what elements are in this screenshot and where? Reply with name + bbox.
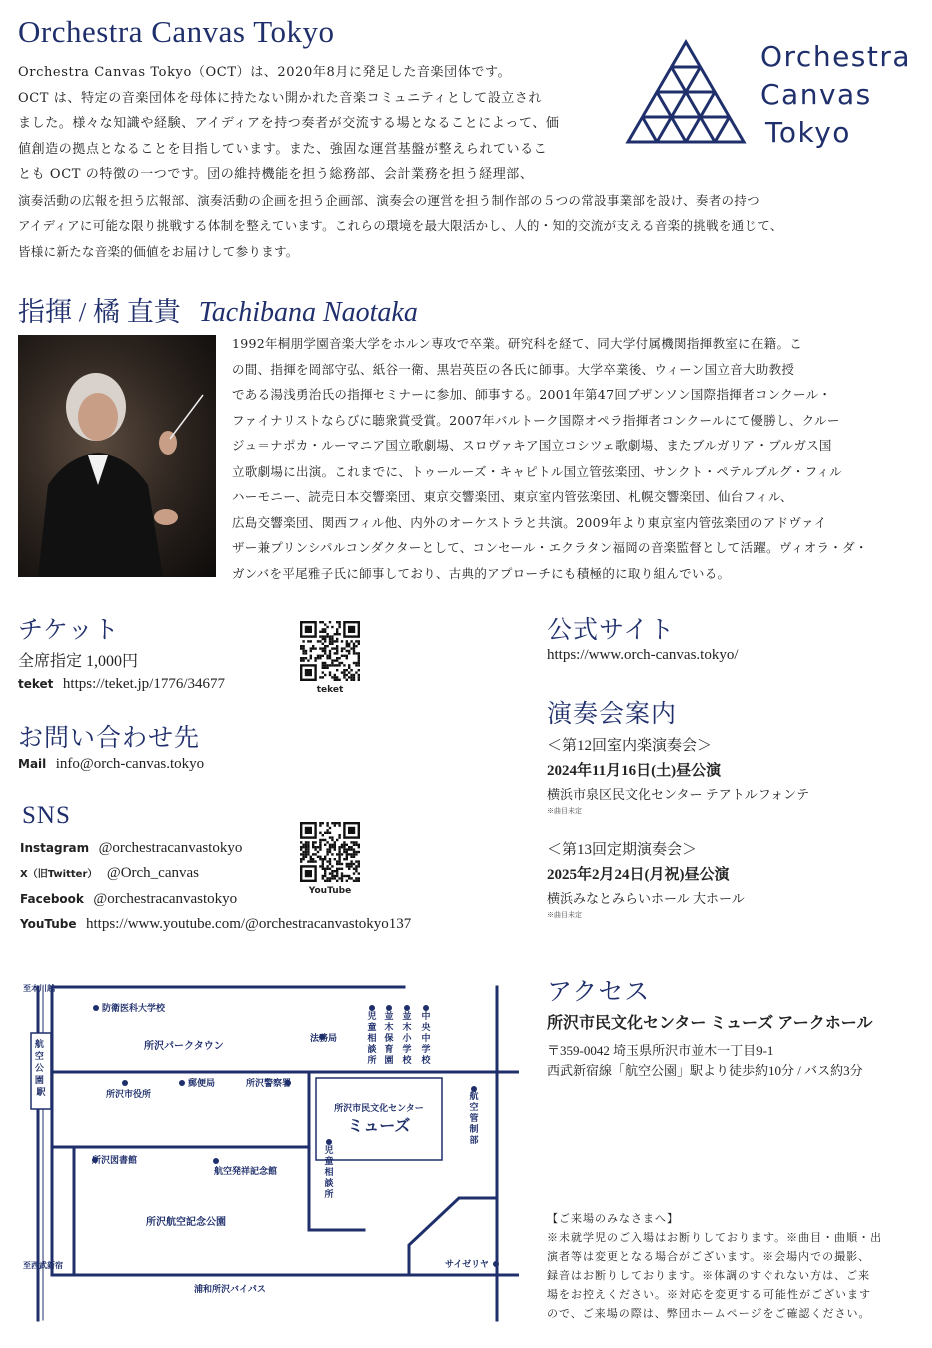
qr-code-icon [300, 822, 360, 882]
map-place-vertical: 並木保育園 [384, 1012, 394, 1066]
map-place: 法務局 [310, 1034, 338, 1044]
map-place: 航空発祥記念館 [214, 1167, 278, 1177]
ticket-teket [18, 676, 225, 693]
station-label: 航 空 公 園 駅 [34, 1040, 46, 1098]
map-place-vertical: 中央中学校 [421, 1012, 431, 1066]
map-place-vertical: 航空管制部 [469, 1092, 479, 1146]
concert-date: 2024年11月16日(土)昼公演 [547, 763, 722, 779]
qr-caption: YouTube [308, 886, 352, 896]
bio-line: の間、指揮を岡部守弘、紙谷一衛、黒岩英臣の各氏に師事。大学卒業後、ウィーン国立音大助教授 [232, 361, 795, 377]
org-title: Orchestra Canvas Tokyo [18, 14, 335, 49]
map-place: 浦和所沢バイパス [194, 1285, 266, 1295]
sns-heading: SNS [22, 802, 71, 829]
contact-heading: お問い合わせ先 [18, 725, 201, 752]
map-place: 所沢市役所 [106, 1090, 152, 1100]
access-transit: 西武新宿線「航空公園」駅より徒歩約10分 / バス約3分 [547, 1063, 863, 1078]
teket-link[interactable]: https://teket.jp/1776/34677 [62, 676, 225, 692]
teket-label: teket [18, 677, 54, 691]
intro-line: アイディアに可能な限り挑戦する体制を整えています。これらの環境を最大限活かし、人的・知的交流が支える音楽的挑戦を通じて、 [18, 218, 783, 233]
concerts-heading: 演奏会案内 [547, 701, 678, 728]
conductor-photo [18, 335, 216, 577]
intro-line: 皆様に新たな音楽的価値をお届けして参ります。 [18, 243, 299, 259]
intro-line: ました。様々な知識や経験、アイディアを持つ奏者が交流する場となることによって、価 [18, 116, 560, 131]
mail-label: Mail [18, 757, 47, 771]
bio-line: ザー兼プリンシパルコンダクターとして、コンセール・エクラタン福岡の音楽監督として活躍。ヴィオラ・ダ・ [232, 540, 868, 555]
concert-title: ＜第12回室内楽演奏会＞ [547, 738, 713, 754]
org-logo [624, 36, 924, 152]
conductor-heading-jp: 指揮 / 橘 直貴 [18, 297, 181, 327]
access-venue: 所沢市民文化センター ミューズ アークホール [547, 1015, 873, 1032]
youtube-qr[interactable] [300, 822, 360, 896]
sns-label: YouTube [20, 917, 77, 931]
map-place-vertical: 並木小学校 [402, 1012, 412, 1066]
sns-label: Facebook [20, 892, 84, 906]
intro-line: OCT は、特定の音楽団体を母体に持たない開かれた音楽コミュニティとして設立され [18, 90, 543, 106]
bio-line: ガンバを平尾雅子氏に師事しており、古典的アプローチにも積極的に取り組んでいる。 [232, 565, 731, 581]
map-place: 防衛医科大学校 [102, 1004, 166, 1014]
visitor-notice [547, 1210, 917, 1324]
concert-2 [547, 838, 745, 920]
concert-note: ※曲目未定 [547, 911, 582, 919]
triangle-lattice-icon [624, 38, 748, 148]
conductor-heading-en: Tachibana Naotaka [198, 297, 418, 328]
intro-line: 演奏活動の広報を担う広報部、演奏活動の企画を担う企画部、演奏会の運営を担う制作部の５つの常設事業部を設け、奏者の持つ [18, 192, 760, 208]
sns-link[interactable]: @orchestracanvastokyo [98, 840, 243, 856]
venue-label: ミューズ [347, 1116, 411, 1135]
south-label: 至西武新宿 [23, 1261, 63, 1270]
notice-line: 録音はお断りしております。※体調のすぐれない方は、ご来 [547, 1270, 871, 1282]
concert-1 [547, 734, 809, 816]
teket-qr[interactable] [300, 621, 360, 695]
sns-link[interactable]: https://www.youtube.com/@orchestracanvastokyo137 [86, 916, 412, 932]
access-heading: アクセス [547, 979, 651, 1006]
site-link[interactable]: https://www.orch-canvas.tokyo/ [547, 647, 739, 663]
conductor-heading [18, 290, 418, 329]
map-place: 郵便局 [188, 1079, 216, 1089]
logo-text-line: Tokyo [765, 116, 851, 149]
bio-line: 立歌劇場に出演。これまでに、トゥールーズ・キャピトル国立管弦楽団、サンクト・ペテルブルグ・フィル [232, 463, 842, 479]
qr-caption: teket [316, 685, 344, 695]
sns-label: X（旧Twitter） [20, 869, 98, 880]
conductor-bio [232, 331, 916, 586]
ticket-price: 全席指定 1,000円 [18, 653, 139, 670]
map-place: サイゼリヤ [445, 1260, 489, 1270]
logo-text-line: Canvas [760, 78, 872, 111]
conductor-silhouette-icon [18, 335, 216, 577]
logo-text-line: Orchestra [760, 40, 912, 73]
concert-venue: 横浜市泉区民文化センター テアトルフォンテ [547, 787, 810, 802]
bio-line: ハーモニー、読売日本交響楽団、東京交響楽団、東京室内管弦楽団、札幌交響楽団、仙台フィル、 [232, 489, 793, 504]
bio-line: 1992年桐朋学園音楽大学をホルン専攻で卒業。研究科を経て、同大学付属機関指揮教室に在籍。こ [232, 336, 803, 351]
map-place-vertical: 児童相談所 [367, 1012, 377, 1066]
notice-line: 演者等は変更となる場合がございます。※会場内での撮影、 [547, 1251, 871, 1263]
access-map [14, 975, 519, 1325]
bio-line: である湯浅勇治氏の指揮セミナーに参加、師事する。2001年第47回ブザンソン国際指揮者コンクール・ [232, 387, 832, 402]
concert-title: ＜第13回定期演奏会＞ [547, 842, 698, 858]
site-heading: 公式サイト [547, 617, 676, 644]
sns-link[interactable]: @Orch_canvas [106, 865, 199, 881]
notice-heading: 【ご来場のみなさまへ】 [547, 1213, 679, 1225]
sns-item-youtube [20, 912, 411, 937]
concert-note: ※曲目未定 [547, 807, 582, 815]
concert-date: 2025年2月24日(月祝)昼公演 [547, 867, 730, 883]
map-place: 所沢警察署 [246, 1079, 292, 1089]
mail-link[interactable]: info@orch-canvas.tokyo [55, 756, 205, 772]
notice-line: 場をお控えください。※対応を変更する可能性がございます [547, 1289, 871, 1301]
north-label: 至本川越 [23, 984, 55, 993]
sns-label: Instagram [20, 841, 90, 855]
intro-line: とも OCT の特徴の一つです。団の維持機能を担う総務部、会計業務を担う経理部、 [18, 167, 534, 182]
concert-venue: 横浜みなとみらいホール 大ホール [547, 891, 745, 906]
map-place-vertical: 児童相談所 [324, 1146, 334, 1200]
map-place: 所沢図書館 [92, 1156, 138, 1166]
qr-code-icon [300, 621, 360, 681]
bio-line: ファイナリストならびに聴衆賞受賞。2007年バルトーク国際オペラ指揮者コンクールにて優勝し、クルー [232, 412, 840, 428]
notice-line: ので、ご来場の際は、弊団ホームページをご確認ください。 [547, 1308, 871, 1320]
venue-label: 所沢市民文化センター [334, 1104, 424, 1114]
ticket-heading: チケット [18, 617, 120, 644]
notice-line: ※未就学児のご入場はお断りしております。※曲目・曲順・出 [547, 1232, 883, 1244]
map-place: 所沢航空記念公園 [146, 1217, 226, 1228]
map-place: 所沢パークタウン [144, 1041, 224, 1052]
intro-line: Orchestra Canvas Tokyo（OCT）は、2020年8月に発足した音楽団体です。 [18, 65, 512, 80]
contact-mail [18, 756, 204, 773]
access-address: 〒359-0042 埼玉県所沢市並木一丁目9-1 [547, 1043, 774, 1058]
intro-line: 値創造の拠点となることを目指しています。また、強固な運営基盤が整えられているこ [18, 141, 548, 157]
sns-link[interactable]: @orchestracanvastokyo [93, 891, 238, 907]
bio-line: 広島交響楽団、関西フィル他、内外のオーケストラと共演。2009年より東京室内管弦楽団のアドヴァイ [232, 514, 827, 530]
bio-line: ジュ＝ナポカ・ルーマニア国立歌劇場、スロヴァキア国立コシツェ歌劇場、またブルガリア・ブルガス国 [232, 438, 832, 453]
